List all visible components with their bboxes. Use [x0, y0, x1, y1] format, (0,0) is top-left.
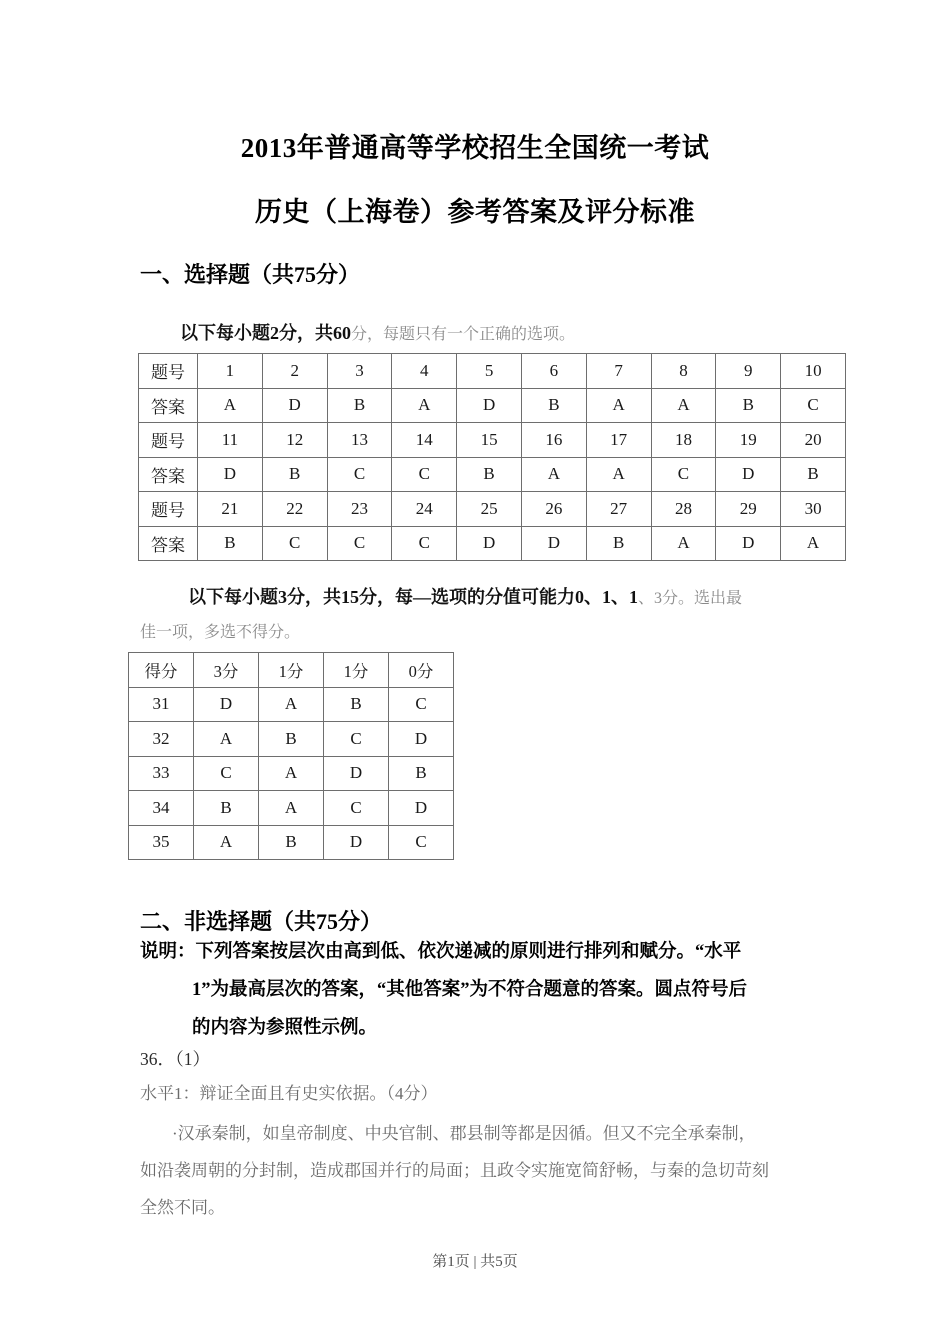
table-cell: 3 — [327, 354, 392, 389]
table-cell: 6 — [521, 354, 586, 389]
table-cell: C — [327, 457, 392, 492]
table-cell: A — [194, 722, 259, 757]
table-row — [129, 825, 454, 860]
table-cell: D — [262, 388, 327, 423]
answer-table-main — [138, 353, 846, 561]
table-cell: B — [262, 457, 327, 492]
answer-table-main-body — [139, 354, 846, 561]
row-label: 题号 — [139, 492, 198, 527]
table-cell: A — [259, 687, 324, 722]
table-cell: D — [389, 722, 454, 757]
table-cell: 18 — [651, 423, 716, 458]
row-label: 答案 — [139, 388, 198, 423]
table-cell: 13 — [327, 423, 392, 458]
table-cell: 25 — [457, 492, 522, 527]
table-cell: C — [262, 526, 327, 561]
table-cell: 16 — [521, 423, 586, 458]
row-label: 题号 — [139, 354, 198, 389]
table-cell: C — [392, 526, 457, 561]
table-row — [129, 722, 454, 757]
column-header: 3分 — [194, 653, 259, 688]
instruction2-line2: 佳一项，多选不得分。 — [140, 624, 301, 641]
table-cell: 8 — [651, 354, 716, 389]
table-cell: 20 — [781, 423, 846, 458]
column-header: 1分 — [259, 653, 324, 688]
table-cell: 31 — [129, 687, 194, 722]
table-cell: 11 — [198, 423, 263, 458]
table-row — [139, 354, 846, 389]
answer-table-scoring-body — [129, 653, 454, 860]
table-cell: A — [781, 526, 846, 561]
table-cell: C — [781, 388, 846, 423]
table-header-row — [129, 653, 454, 688]
table-cell: A — [194, 825, 259, 860]
table-cell: D — [457, 388, 522, 423]
question-36-bullet-line: ·汉承秦制，如皇帝制度、中央官制、郡县制等都是因循。但又不完全承秦制， — [172, 1124, 756, 1143]
table-cell: A — [259, 791, 324, 826]
table-cell: B — [586, 526, 651, 561]
question-36-continuation-1: 如沿袭周朝的分封制，造成郡国并行的局面；且政令实施宽简舒畅，与秦的急切苛刻 — [140, 1161, 769, 1180]
table-cell: 24 — [392, 492, 457, 527]
grading-note-line2: 1”为最高层次的答案，“其他答案”为不符合题意的答案。圆点符号后 — [192, 980, 748, 1000]
row-label: 题号 — [139, 423, 198, 458]
page-footer: 第1页 | 共5页 — [432, 1254, 518, 1270]
table-cell: 2 — [262, 354, 327, 389]
answer-table-scoring — [128, 652, 454, 860]
table-cell: 21 — [198, 492, 263, 527]
row-label: 答案 — [139, 457, 198, 492]
table-cell: C — [389, 687, 454, 722]
table-cell: B — [389, 756, 454, 791]
table-cell: 1 — [198, 354, 263, 389]
table-cell: B — [259, 825, 324, 860]
table-row — [139, 457, 846, 492]
section1-instruction — [180, 316, 880, 352]
table-cell: 33 — [129, 756, 194, 791]
table-cell: C — [327, 526, 392, 561]
table-cell: C — [389, 825, 454, 860]
column-header: 1分 — [324, 653, 389, 688]
table-cell: C — [324, 722, 389, 757]
table-cell: D — [194, 687, 259, 722]
table-cell: D — [716, 457, 781, 492]
grading-note-line1: 说明：下列答案按层次由高到低、依次递减的原则进行排列和赋分。“水平 — [140, 942, 742, 962]
instruction1-bold-part: 以下每小题2分，共60 — [180, 323, 351, 343]
grading-note-line3: 的内容为参照性示例。 — [192, 1018, 378, 1038]
table-cell: 10 — [781, 354, 846, 389]
table-cell: B — [781, 457, 846, 492]
table-cell: 15 — [457, 423, 522, 458]
table-cell: D — [521, 526, 586, 561]
question-36-number: 36．（1） — [140, 1049, 210, 1069]
table-cell: C — [324, 791, 389, 826]
table-cell: D — [198, 457, 263, 492]
table-row — [129, 791, 454, 826]
table-cell: 35 — [129, 825, 194, 860]
table-cell: B — [194, 791, 259, 826]
table-cell: 27 — [586, 492, 651, 527]
table-row — [129, 687, 454, 722]
table-row — [139, 526, 846, 561]
table-row — [139, 388, 846, 423]
instruction2-bold-part: 以下每小题3分，共15分，每—选项的分值可能力0、1、1 — [188, 587, 638, 607]
question-36-level1: 水平1：辩证全面且有史实依据。（4分） — [140, 1084, 438, 1103]
table-cell: 7 — [586, 354, 651, 389]
table-cell: D — [457, 526, 522, 561]
table-cell: B — [521, 388, 586, 423]
table-cell: C — [392, 457, 457, 492]
table-cell: B — [259, 722, 324, 757]
document-title-line2: 历史（上海卷）参考答案及评分标准 — [255, 197, 695, 227]
table-cell: 30 — [781, 492, 846, 527]
table-cell: A — [586, 388, 651, 423]
table-row — [139, 492, 846, 527]
table-cell: 14 — [392, 423, 457, 458]
table-cell: 28 — [651, 492, 716, 527]
table-cell: 19 — [716, 423, 781, 458]
table-cell: B — [457, 457, 522, 492]
table-cell: 34 — [129, 791, 194, 826]
instruction1-gray-part: 分，每题只有一个正确的选项。 — [351, 326, 576, 343]
table-cell: 26 — [521, 492, 586, 527]
table-cell: B — [716, 388, 781, 423]
table-cell: C — [194, 756, 259, 791]
table-cell: D — [324, 756, 389, 791]
table-cell: A — [586, 457, 651, 492]
document-title-line1: 2013年普通高等学校招生全国统一考试 — [240, 133, 710, 163]
grading-note — [140, 933, 830, 1047]
table-cell: A — [198, 388, 263, 423]
column-header: 0分 — [389, 653, 454, 688]
table-cell: 22 — [262, 492, 327, 527]
table-cell: 9 — [716, 354, 781, 389]
instruction2-gray-part: 、3分。选出最 — [638, 590, 743, 607]
table-cell: A — [392, 388, 457, 423]
table-row — [129, 756, 454, 791]
table-cell: B — [198, 526, 263, 561]
table-cell: A — [651, 526, 716, 561]
table-cell: A — [521, 457, 586, 492]
table-cell: 12 — [262, 423, 327, 458]
table-cell: D — [716, 526, 781, 561]
table-cell: 29 — [716, 492, 781, 527]
table-cell: 32 — [129, 722, 194, 757]
section-heading-1: 一、选择题（共75分） — [140, 262, 361, 287]
table-cell: 17 — [586, 423, 651, 458]
section1-instruction-2 — [140, 580, 830, 650]
table-cell: C — [651, 457, 716, 492]
table-cell: 23 — [327, 492, 392, 527]
table-cell: D — [324, 825, 389, 860]
table-cell: 4 — [392, 354, 457, 389]
column-header: 得分 — [129, 653, 194, 688]
table-cell: B — [327, 388, 392, 423]
table-cell: 5 — [457, 354, 522, 389]
table-cell: B — [324, 687, 389, 722]
table-row — [139, 423, 846, 458]
question-36-continuation-2: 全然不同。 — [140, 1198, 225, 1217]
section-heading-2: 二、非选择题（共75分） — [140, 909, 383, 934]
table-cell: D — [389, 791, 454, 826]
row-label: 答案 — [139, 526, 198, 561]
table-cell: A — [651, 388, 716, 423]
table-cell: A — [259, 756, 324, 791]
